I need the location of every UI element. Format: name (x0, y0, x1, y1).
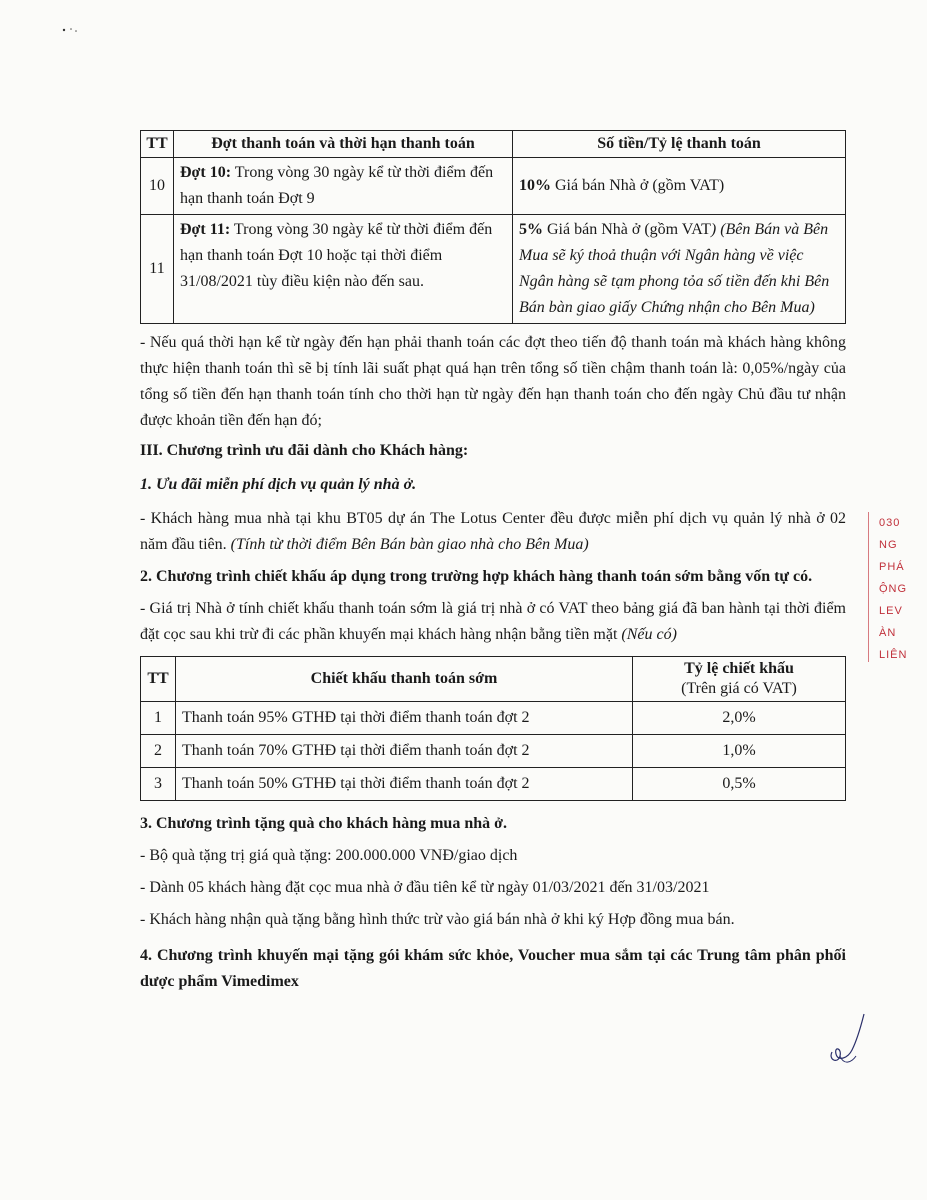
subsection-3-title: 3. Chương trình tặng quà cho khách hàng mua nhà ở. (140, 815, 507, 832)
table-header-row (141, 131, 846, 158)
row-desc: Thanh toán 70% GTHĐ tại thời điểm thanh toán đợt 2 (176, 735, 633, 768)
subsection-1-title-text: 1. Ưu đãi miễn phí dịch vụ quản lý nhà ở. (140, 476, 417, 493)
table-row (141, 158, 846, 215)
header-discount: Chiết khấu thanh toán sớm (176, 657, 633, 702)
amount-text: Giá bán Nhà ở (gồm VAT) (551, 177, 725, 194)
subsection-1-note: (Tính từ thời điểm Bên Bán bàn giao nhà cho Bên Mua) (230, 536, 589, 553)
discount-table (140, 656, 846, 801)
amount-percent: 5% (519, 221, 543, 238)
red-stamp-edge (868, 512, 927, 662)
header-tt: TT (141, 131, 174, 158)
subsection-1-title (140, 472, 846, 498)
row-tt: 11 (141, 215, 174, 324)
initial-signature (826, 1012, 866, 1072)
subsection-2-text (140, 596, 846, 648)
table-row (141, 215, 846, 324)
row-tt: 1 (141, 702, 176, 735)
period-label: Đợt 11: (180, 221, 231, 238)
stamp-line: ỘNG (879, 583, 908, 595)
period-label: Đợt 10: (180, 164, 232, 181)
row-tt: 2 (141, 735, 176, 768)
gift-bullet-1: - Bộ quà tặng trị giá quà tặng: 200.000.000 VNĐ/giao dịch (140, 847, 518, 864)
period-text: Trong vòng 30 ngày kể từ thời điểm đến hạn thanh toán Đợt 10 hoặc tại thời điểm 31/08/2021 tùy điều kiện nào đến sau. (180, 221, 493, 290)
row-tt: 3 (141, 768, 176, 801)
subsection-2-title: 2. Chương trình chiết khấu áp dụng trong trường hợp khách hàng thanh toán sớm bằng vốn tự có. (140, 568, 813, 585)
stamp-line: ÀN (879, 627, 897, 639)
amount-note: ) (Bên Bán và Bên Mua sẽ ký thoả thuận với Ngân hàng về việc Ngân hàng sẽ tạm phong tỏa số tiền đến khi Bên Bán bàn giao giấy Chứng nhận cho Bên Mua) (519, 221, 830, 316)
header-period: Đợt thanh toán và thời hạn thanh toán (174, 131, 513, 158)
header-rate-line2: (Trên giá có VAT) (681, 680, 797, 697)
table-header-row (141, 657, 846, 702)
section-3-title: III. Chương trình ưu đãi dành cho Khách hàng: (140, 442, 469, 459)
subsection-2-body: - Giá trị Nhà ở tính chiết khấu thanh toán sớm là giá trị nhà ở có VAT theo bảng giá đã ban hành tại thời điểm đặt cọc sau khi trừ đi các phần khuyến mại khách hàng nhận bằng tiền mặt (140, 600, 846, 643)
gift-bullet-3: - Khách hàng nhận quà tặng bằng hình thức trừ vào giá bán nhà ở khi ký Hợp đồng mua bán. (140, 911, 735, 928)
row-rate: 0,5% (633, 768, 846, 801)
row-rate: 1,0% (633, 735, 846, 768)
header-amount: Số tiền/Tỷ lệ thanh toán (513, 131, 846, 158)
document-page (140, 130, 846, 995)
row-rate: 2,0% (633, 702, 846, 735)
scan-mark (62, 20, 78, 26)
row-desc: Thanh toán 50% GTHĐ tại thời điểm thanh toán đợt 2 (176, 768, 633, 801)
subsection-4-title: 4. Chương trình khuyến mại tặng gói khám sức khỏe, Voucher mua sắm tại các Trung tâm phân phối dược phẩm Vimedimex (140, 947, 846, 990)
stamp-line: PHÁ (879, 561, 905, 573)
stamp-line: LEV (879, 605, 903, 617)
stamp-line: LIÊN (879, 649, 908, 661)
row-period (174, 215, 513, 324)
amount-text: Giá bán Nhà ở (gồm VAT (543, 221, 711, 238)
stamp-line: NG (879, 539, 898, 551)
late-payment-note: - Nếu quá thời hạn kể từ ngày đến hạn phải thanh toán các đợt theo tiến độ thanh toán mà khách hàng không thực hiện thanh toán thì sẽ bị tính lãi suất phạt quá hạn trên tổng số tiền chậm thanh toán là: 0,05%/ngày của tổng số tiền đến hạn thanh toán tính cho thời hạn từ ngày đến hạn thanh toán cho đến ngày Chủ đầu tư nhận được khoản tiền đến hạn đó; (140, 334, 846, 429)
subsection-1-body: - Khách hàng mua nhà tại khu BT05 dự án The Lotus Center đều được miễn phí dịch vụ quản lý nhà ở 02 năm đầu tiên. (140, 510, 846, 553)
row-period (174, 158, 513, 215)
table-row (141, 702, 846, 735)
header-rate (633, 657, 846, 702)
stamp-line: 030 (879, 517, 901, 529)
table-row (141, 735, 846, 768)
header-rate-line1: Tỷ lệ chiết khấu (684, 660, 794, 677)
subsection-1-text (140, 506, 846, 558)
header-tt: TT (141, 657, 176, 702)
row-tt: 10 (141, 158, 174, 215)
subsection-2-note: (Nếu có) (621, 626, 677, 643)
gift-bullet-2: - Dành 05 khách hàng đặt cọc mua nhà ở đầu tiên kể từ ngày 01/03/2021 đến 31/03/2021 (140, 879, 710, 896)
table-row (141, 768, 846, 801)
amount-percent: 10% (519, 177, 551, 194)
row-amount (513, 158, 846, 215)
row-amount (513, 215, 846, 324)
payment-schedule-table (140, 130, 846, 324)
row-desc: Thanh toán 95% GTHĐ tại thời điểm thanh toán đợt 2 (176, 702, 633, 735)
period-text: Trong vòng 30 ngày kể từ thời điểm đến hạn thanh toán Đợt 9 (180, 164, 494, 207)
